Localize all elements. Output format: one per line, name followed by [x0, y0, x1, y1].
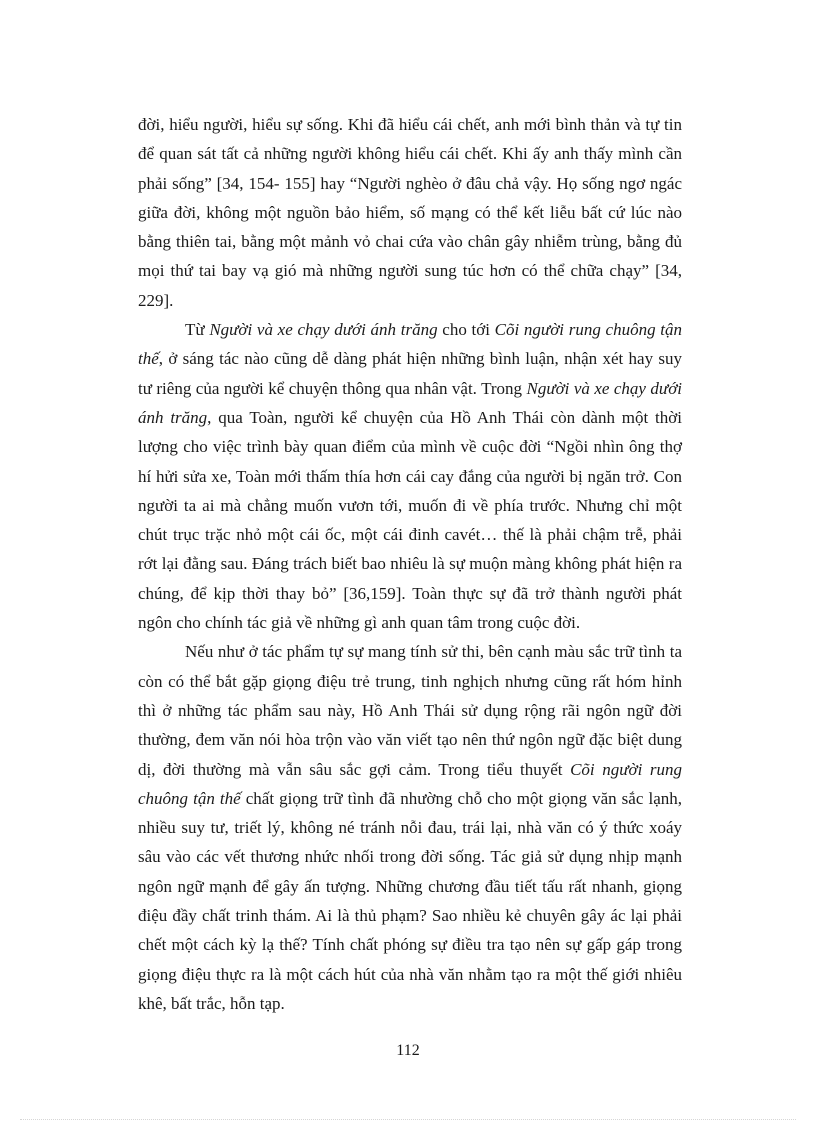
paragraph-text: Từ: [185, 320, 210, 340]
paragraph-text: cho tới: [437, 320, 495, 340]
italic-title-text: Cõi người rung chuông tận thế: [138, 759, 682, 808]
paragraph-text: , ở sáng tác nào cũng dễ dàng phát hiện những bình luận, nhận xét hay suy tư riêng của người kể chuyện thông qua nhân vật. Trong: [138, 349, 682, 398]
page-number: 112: [396, 1042, 420, 1059]
italic-title-text: Người và xe chạy dưới ánh trăng: [138, 378, 682, 427]
paragraph: [138, 315, 682, 637]
italic-title-text: Cõi người rung chuông tận thế: [138, 320, 682, 369]
paragraph-text: đời, hiểu người, hiểu sự sống. Khi đã hiểu cái chết, anh mới bình thản và tự tin để quan sát tất cả những người không hiểu cái chết. Khi ấy anh thấy mình cần phải sống” [34, 154- 155] hay “Người nghèo ở đâu chả vậy. Họ sống ngơ ngác giữa đời, không một nguồn bảo hiểm, số mạng có thể kết liễu bất cứ lúc nào bằng thiên tai, bằng một mảnh vỏ chai cứa vào chân gây nhiễm trùng, bằng đủ mọi thứ tai bay vạ gió mà những người sung túc hơn có thể chữa chạy” [34, 229].: [138, 115, 682, 310]
page-bottom-divider: [20, 1119, 796, 1120]
paragraph-text: Nếu như ở tác phẩm tự sự mang tính sử thi, bên cạnh màu sắc trữ tình ta còn có thể bắt gặp giọng điệu trẻ trung, tinh nghịch nhưng cũng rất hóm hỉnh thì ở những tác phẩm sau này, Hồ Anh Thái sử dụng rộng rãi ngôn ngữ đời thường, đem văn nói hòa trộn vào văn viết tạo nên thứ ngôn ngữ đặc biệt dung dị, đời thường mà vẫn sâu sắc gợi cảm. Trong tiểu thuyết: [138, 642, 682, 779]
italic-title-text: Người và xe chạy dưới ánh trăng: [209, 320, 438, 340]
paragraph: [138, 110, 682, 315]
body-text: [138, 110, 682, 1018]
paragraph: [138, 637, 682, 1018]
paragraph-text: chất giọng trữ tình đã nhường chỗ cho một giọng văn sắc lạnh, nhiều suy tư, triết lý, không né tránh nỗi đau, trái lại, nhà văn có ý thức xoáy sâu vào các vết thương nhức nhối trong đời sống. Tác giả sử dụng nhịp mạnh ngôn ngữ mạnh để gây ấn tượng. Những chương đầu tiết tấu rất nhanh, giọng điệu đầy chất trinh thám. Ai là thủ phạm? Sao nhiều kẻ chuyên gây ác lại phải chết một cách kỳ lạ thế? Tính chất phóng sự điều tra tạo nên sự gấp gáp trong giọng điệu thực ra là một cách hút của nhà văn nhằm tạo ra một thế giới nhiêu khê, bất trắc, hỗn tạp.: [138, 788, 682, 1013]
paragraph-text: , qua Toàn, người kể chuyện của Hồ Anh Thái còn dành một thời lượng cho việc trình bày quan điểm của mình về cuộc đời “Ngồi nhìn ông thợ hí hửi sửa xe, Toàn mới thấm thía hơn cái cay đắng của người bị ngăn trở. Con người ta ai mà chẳng muốn vươn tới, muốn đi về phía trước. Nhưng chỉ một chút trục trặc nhỏ một cái ốc, một cái đinh cavét… thế là phải chậm trễ, phải rớt lại đằng sau. Đáng trách biết bao nhiêu là sự muộn màng không phát hiện ra chúng, để kịp thời thay bỏ” [36,159]. Toàn thực sự đã trở thành người phát ngôn cho chính tác giả về những gì anh quan tâm trong cuộc đời.: [138, 407, 682, 633]
